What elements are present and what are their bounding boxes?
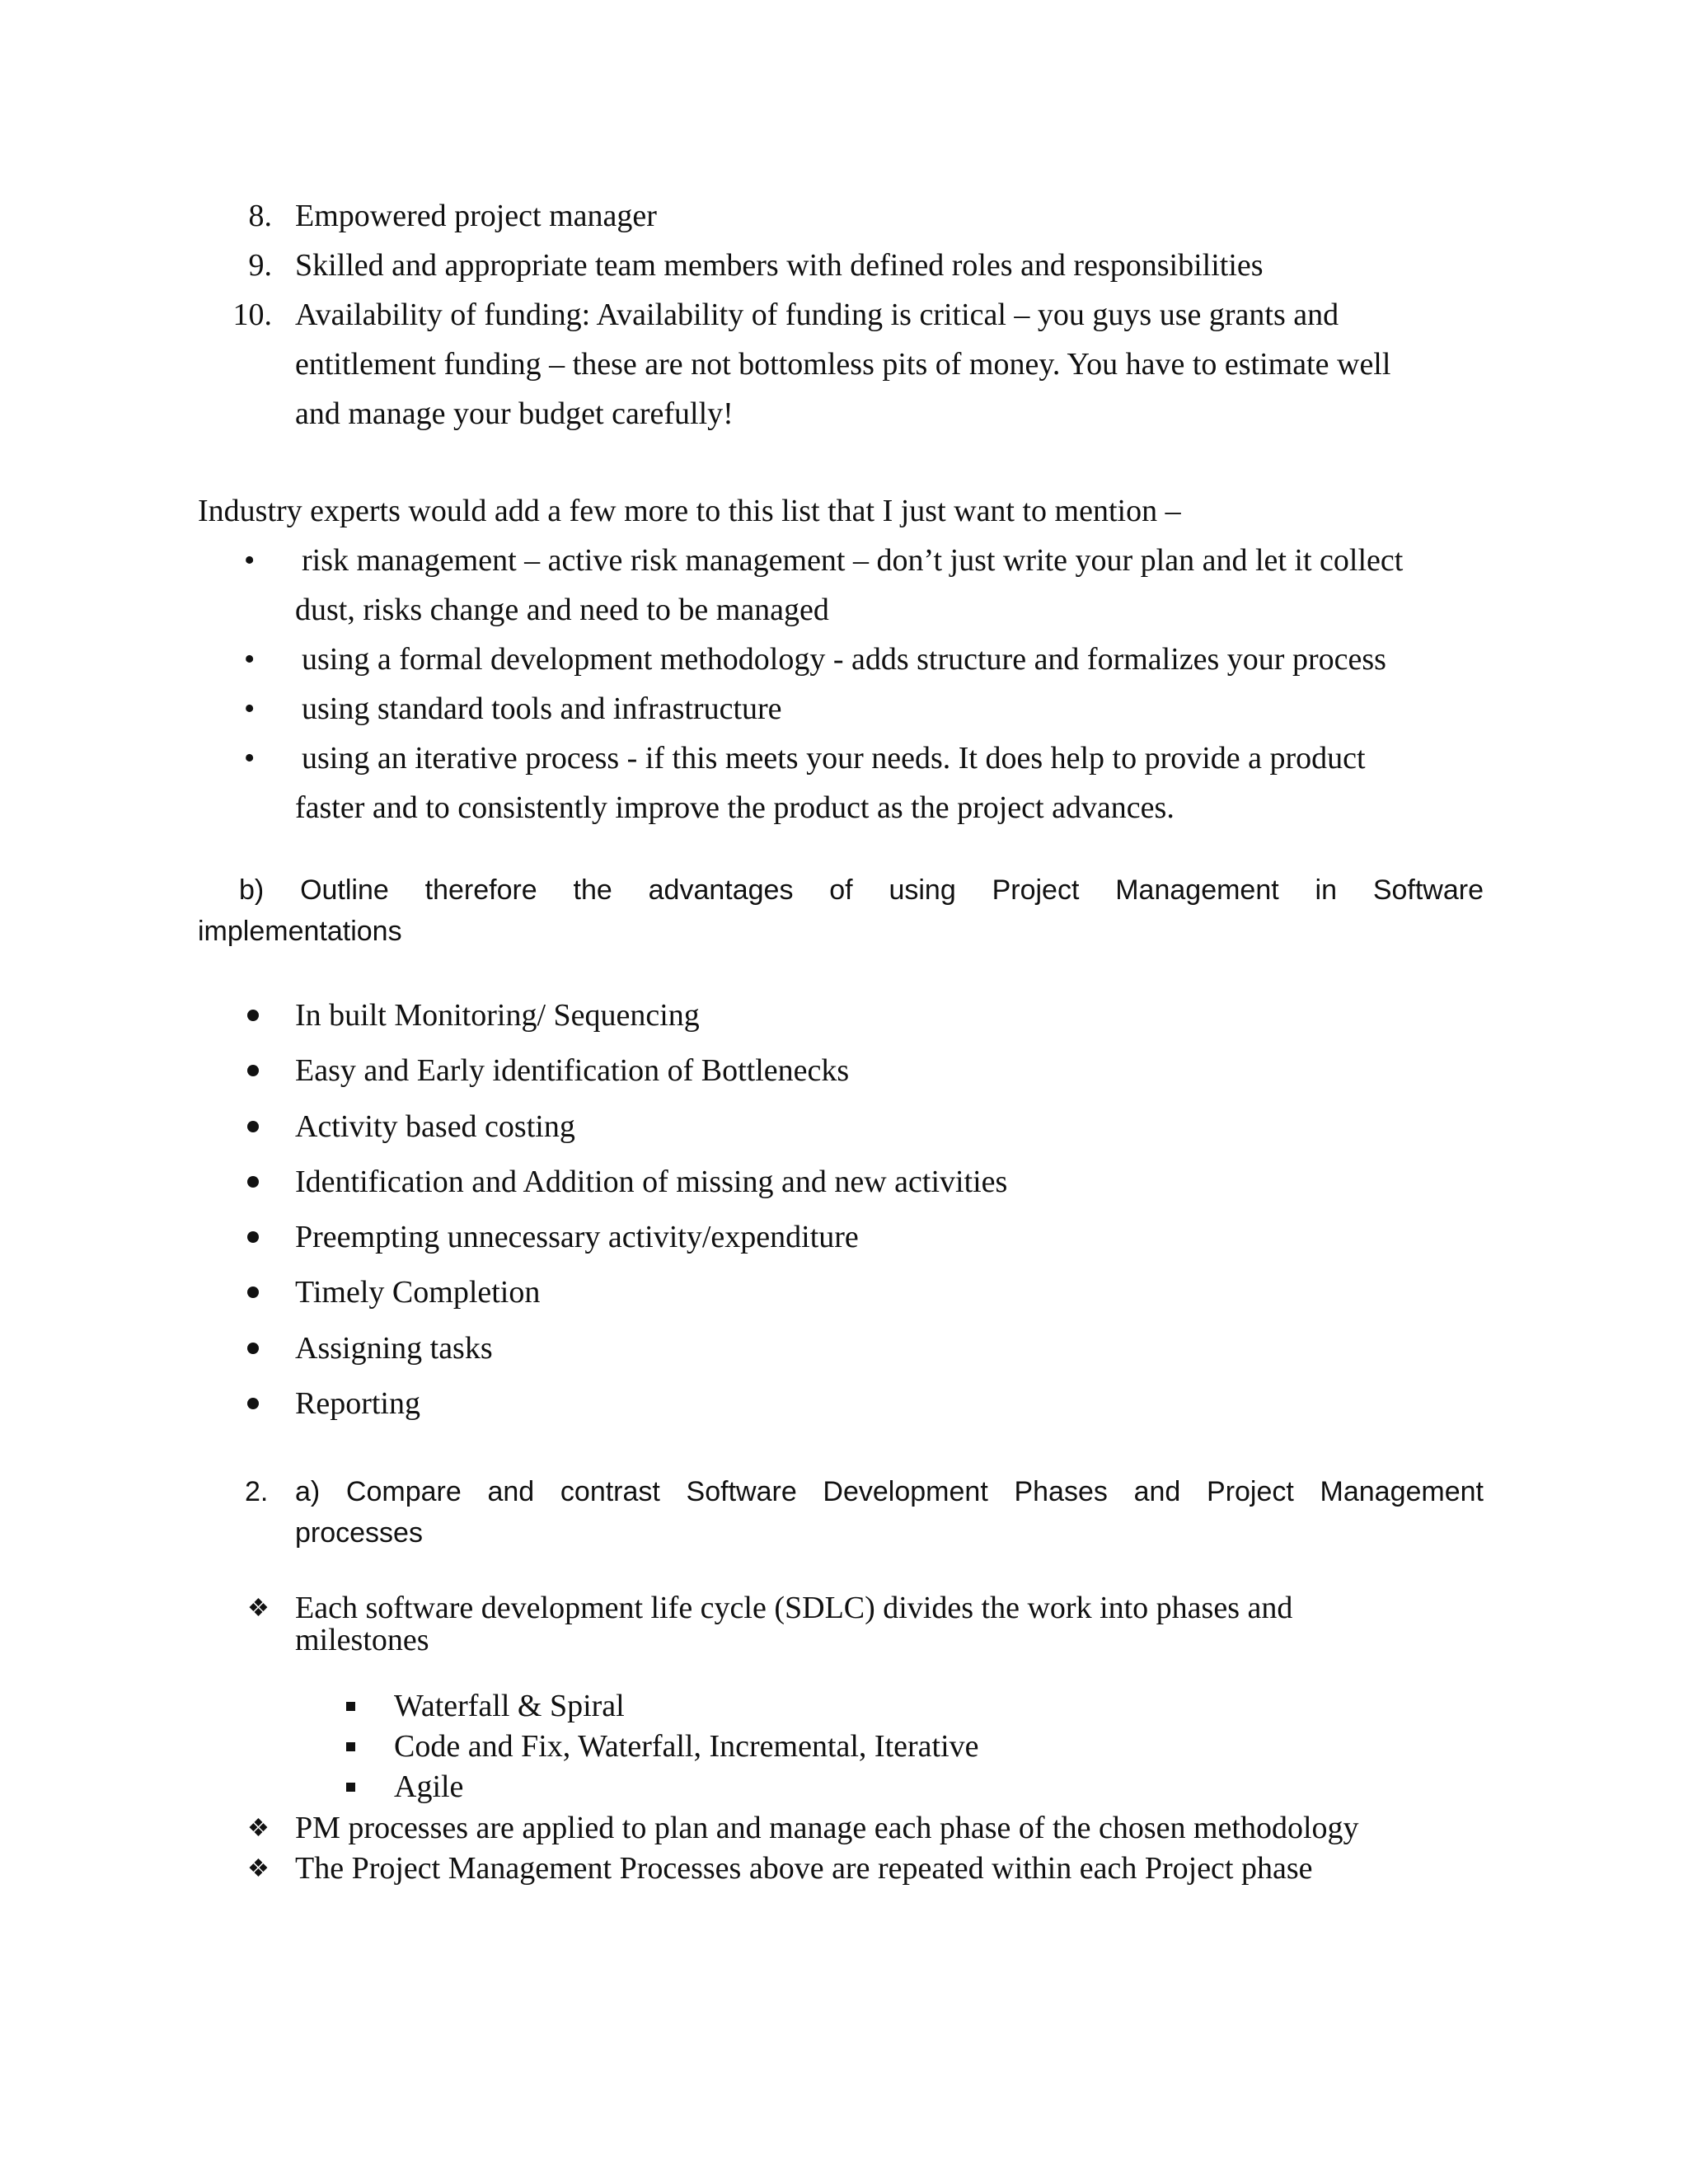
list-item-text: Reporting [295, 1386, 420, 1422]
methodology-sublist [346, 1686, 1418, 1807]
list-item-text: risk management – active risk management – don’t just write your plan and let it collect [302, 543, 1404, 578]
diamond-bullet-icon: ❖ [247, 1815, 270, 1842]
diamond-bullet-icon: ❖ [247, 1595, 270, 1622]
sdlc-list [247, 1588, 1484, 1657]
list-item-text: Availability of funding: Availability of funding is critical – you guys use grants and [295, 298, 1339, 332]
list-item [247, 1046, 1484, 1101]
list-item-text: Code and Fix, Waterfall, Incremental, Iterative [394, 1729, 979, 1764]
list-item-text: milestones [295, 1623, 429, 1657]
list-item-text: Assigning tasks [295, 1330, 493, 1366]
list-number: 9. [248, 248, 272, 283]
list-item [247, 1849, 1484, 1889]
square-bullet-icon [346, 1783, 355, 1792]
bullet-icon [247, 1065, 259, 1076]
list-item-text: The Project Management Processes above are repeated within each Project phase [295, 1851, 1313, 1886]
list-item-text: Timely Completion [295, 1275, 541, 1310]
bullet-icon [247, 1398, 259, 1409]
list-item [346, 1686, 1418, 1727]
list-item-text: dust, risks change and need to be managed [295, 593, 829, 627]
list-item [247, 991, 1484, 1046]
industry-intro: Industry experts would add a few more to this list that I just want to mention – [198, 494, 1181, 528]
list-item-text: Empowered project manager [295, 199, 657, 233]
list-number: 10. [232, 298, 272, 332]
list-item [247, 1212, 1484, 1268]
list-item-text: Each software development life cycle (SDLC) divides the work into phases and [295, 1591, 1293, 1625]
list-item [244, 733, 1530, 832]
list-item-text: In built Monitoring/ Sequencing [295, 998, 700, 1033]
list-item-text: PM processes are applied to plan and manage each phase of the chosen methodology [295, 1811, 1359, 1845]
question-b-line: b) Outline therefore the advantages of using Project Management in Software [239, 874, 1484, 906]
bullet-icon: • [244, 691, 256, 726]
question-2a-line: a) Compare and contrast Software Development Phases and Project Management [295, 1476, 1484, 1507]
question-number: 2. [245, 1476, 269, 1507]
bullet-icon [247, 1176, 259, 1188]
list-item-text: entitlement funding – these are not bottomless pits of money. You have to estimate well [295, 347, 1391, 382]
bullet-icon [247, 1231, 259, 1243]
list-item [244, 635, 1530, 684]
list-item-text: using an iterative process - if this meets your needs. It does help to provide a product [302, 741, 1366, 776]
list-item [198, 290, 1484, 438]
advantages-list [247, 991, 1484, 1434]
list-item-text: using a formal development methodology - adds structure and formalizes your process [302, 642, 1386, 677]
numbered-list [198, 191, 1484, 438]
list-item [244, 684, 1530, 733]
list-item-text: using standard tools and infrastructure [302, 691, 782, 726]
list-item [346, 1767, 1418, 1807]
list-item-text: Easy and Early identification of Bottlenecks [295, 1053, 850, 1089]
square-bullet-icon [346, 1742, 355, 1751]
list-item [247, 1379, 1484, 1434]
industry-bullet-list [244, 536, 1530, 832]
list-item-text: and manage your budget carefully! [295, 396, 734, 431]
list-item-text: Identification and Addition of missing and new activities [295, 1164, 1008, 1199]
question-b [198, 869, 1484, 952]
bullet-icon: • [244, 741, 256, 776]
list-item-text: Waterfall & Spiral [394, 1689, 625, 1723]
list-item [247, 1808, 1484, 1849]
question-b-line: implementations [198, 916, 402, 947]
list-item-text: faster and to consistently improve the product as the project advances. [295, 790, 1175, 825]
list-number: 8. [248, 199, 272, 233]
list-item [244, 536, 1530, 635]
diamond-bullet-icon: ❖ [247, 1855, 270, 1882]
list-item [198, 191, 1484, 241]
list-item [198, 241, 1484, 290]
list-item-text: Activity based costing [295, 1108, 575, 1144]
bullet-icon [247, 1343, 259, 1354]
list-item-text: Agile [394, 1769, 464, 1804]
question-2a-line: processes [295, 1517, 423, 1549]
list-item [247, 1324, 1484, 1379]
bullet-icon: • [244, 543, 256, 578]
list-item [346, 1727, 1418, 1767]
bullet-icon [247, 1010, 259, 1021]
bullet-icon [247, 1286, 259, 1298]
bullet-icon: • [244, 642, 256, 677]
list-item [247, 1588, 1484, 1657]
list-item-text: Preempting unnecessary activity/expenditure [295, 1220, 859, 1255]
sdlc-list-continued [247, 1808, 1484, 1889]
list-item [247, 1157, 1484, 1212]
list-item-text: Skilled and appropriate team members with defined roles and responsibilities [295, 248, 1264, 283]
list-item [247, 1102, 1484, 1157]
bullet-icon [247, 1121, 259, 1132]
square-bullet-icon [346, 1702, 355, 1711]
question-2a [198, 1471, 1484, 1554]
list-item [247, 1268, 1484, 1323]
